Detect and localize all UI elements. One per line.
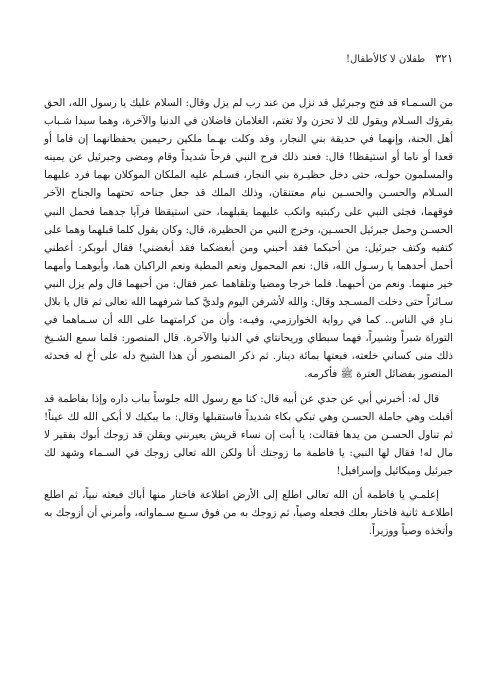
- running-header: [44, 52, 453, 68]
- paragraph-3: إعلمـي يا فاطمة أن الله تعالى اطلع إلى الأرض اطلاعة فاختار منها أباك فبعثه نبياً، ثم اطلع اطلاعـة ثانية فاختار بعلك فجعله وصياً، ثم زوجك به من فوق سـبع سـماواته، وأمرني أن أزوجك به وأتخذه وصياً ووزيراً.: [44, 488, 453, 538]
- page-number: ٣٢١: [435, 52, 453, 65]
- paragraph-2: قال له: أخبرني أبي عن جدي عن أبيه قال: كنا مع رسول الله جلوساً بباب داره وإذا بفاطمة قد أقبلت وهي حاملة الحسـن وهي تبكي بكاء شديداً فاستقبلها وقال: ما يبكيك لا أبكى الله لك عيناً! ثم تناول الحسـن من يدها فقالت: يا أبت إن نساء قريش يعيرنني ويقلن قد زوجك أبوك بفقير لا مال له! فقال لها النبي: يا فاطمة ما زوجتك أنا ولكن الله تعالى زوجك في السـماء وشهد لك جبرئيل وميكائيل وإسرافيل!: [44, 392, 453, 477]
- running-title: طفلان لا كالأطفال!: [346, 54, 426, 65]
- paragraph-1: من السـمـاء قد فتح وجبرئيل قد نزل من عند رب لم يزل وقال: السلام عليك يا رسول الله، الحق يقرؤك السـلام ويقول لك لا تحزن ولا تغتم، الغلامان فاضلان في الدنيا والآخرة، وهما سيدا شـباب أهل الجنة، وإنهما في حديقة بني النجار، وقد وكلت بهـما ملكين رحيمين يحفظانهما إن قاما أو قعدا أو ناما أو استيقظا! قال: فعند ذلك فرح النبي فرحاً شديداً وقام ومضى وجبرئيل عن يمينه والمسلمون حولـه، حتى دخل حظيـرة بني النجار، فسـلم عليه الملكان الموكلان بهما فرد عليهما السـلام والحسـن والحسـين نيام معتنقان، وذلك الملك قد جعل جناحه تحتهما والجناح الآخر فوقهما، فجثى النبي على ركبتيه وانكب عليهما يقبلهما، حتى استيقظا فرآيا جدهما فحمل النبي الحسـن وحمل جبرئيل الحسـين، وخرج النبي من الحظيرة، قال: وكان يقول كلما قبلهما وهما على كتفيه وكتف جبرئيل: من أحبكما فقد أحبني ومن أبغضكما فقد أبغضني! فقال أبوبكر: أعطني أحمل أحدهما يا رسـول الله، قال: نعم المحمول ونعم المطية ونعم الراكبان هما، وأبوهمـا وأمهما خير منهما. ونعم من أحبهما. فلما خرجا ومضيا وتلقاهما عمر فقال: من أحبهما قال ولم يزل النبي سـائراً حتى دخلت المسـجد وقال: والله لأشرفن اليوم ولديَّ كما شرفهما الله تعالى ثم قال يا بلال نـادِ في الناس.. كما في رواية الخوارزمي، وفيـه: وأن من كرامتهما على الله أن سـماهما في التوراة شبراً وشبيراً، فهما سبطاي وريحانتاي في الدنيا والآخرة. قال المنصور: فلما سمع الشـيخ ذلك منى كساني خلعته، فبعتها بمائة دينار. ثم ذكر المنصور أن هذا الشيخ دله على أخ له فحدثه المنصور بفضائل العترة ﷺ فأكرمه.: [44, 97, 453, 381]
- body-text: [44, 94, 453, 540]
